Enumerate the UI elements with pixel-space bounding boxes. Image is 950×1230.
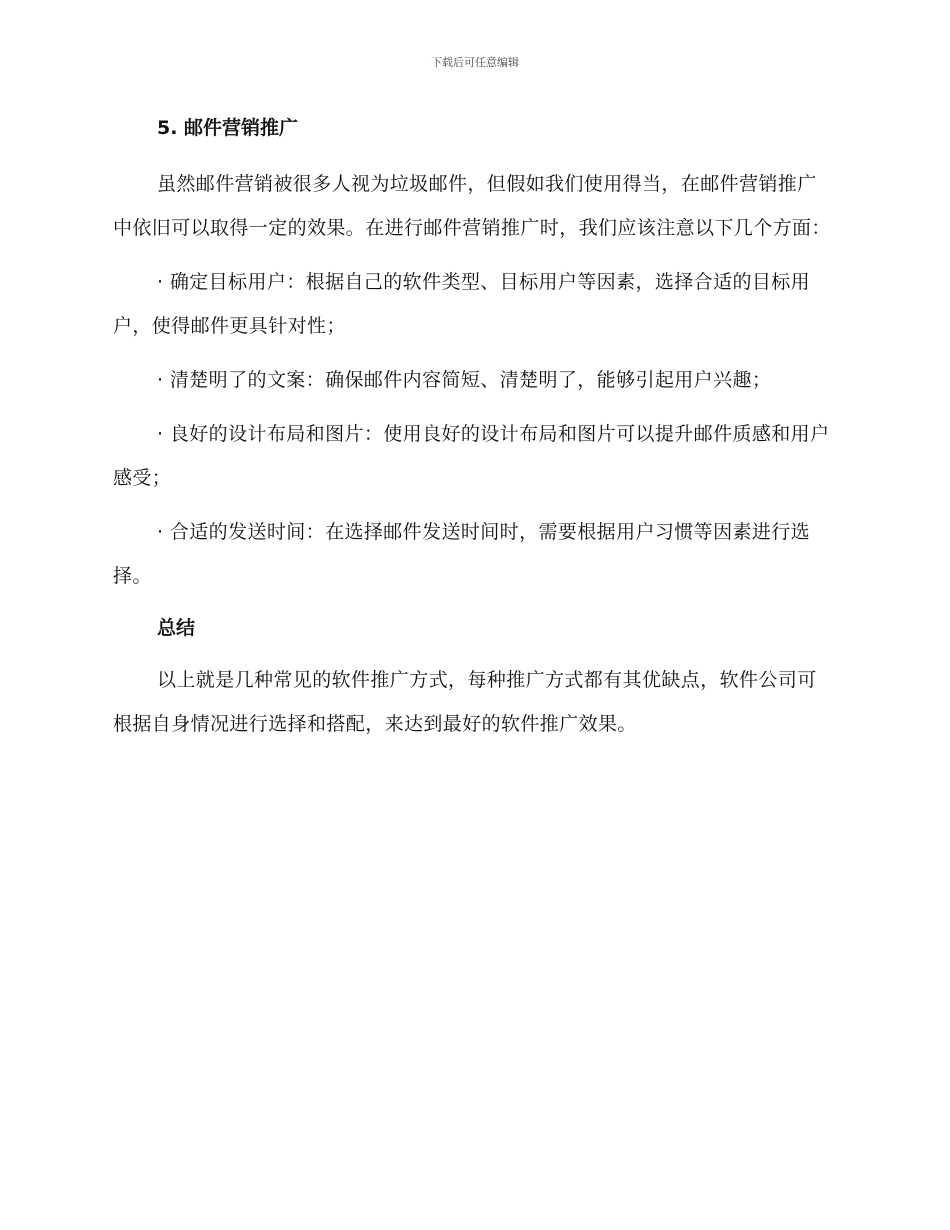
bullet-item: · 确定目标用户：根据自己的软件类型、目标用户等因素，选择合适的目标用户，使得邮件更具针对性；: [113, 271, 811, 337]
page-header: 下载后可任意编辑: [431, 56, 519, 69]
bullet-item: · 合适的发送时间：在选择邮件发送时间时，需要根据用户习惯等因素进行选择。: [113, 521, 811, 587]
document-body: [113, 112, 833, 756]
bullet-item: · 良好的设计布局和图片：使用良好的设计布局和图片可以提升邮件质感和用户感受；: [113, 423, 830, 489]
intro-paragraph: 虽然邮件营销被很多人视为垃圾邮件，但假如我们使用得当，在邮件营销推广中依旧可以取得一定的效果。在进行邮件营销推广时，我们应该注意以下几个方面：: [113, 173, 831, 239]
summary-paragraph: 以上就是几种常见的软件推广方式，每种推广方式都有其优缺点，软件公司可根据自身情况进行选择和搭配，来达到最好的软件推广效果。: [113, 669, 817, 735]
summary-heading: 总结: [157, 617, 196, 639]
section-heading: 5. 邮件营销推广: [157, 117, 299, 139]
bullet-item: · 清楚明了的文案：确保邮件内容简短、清楚明了，能够引起用户兴趣；: [157, 369, 772, 391]
